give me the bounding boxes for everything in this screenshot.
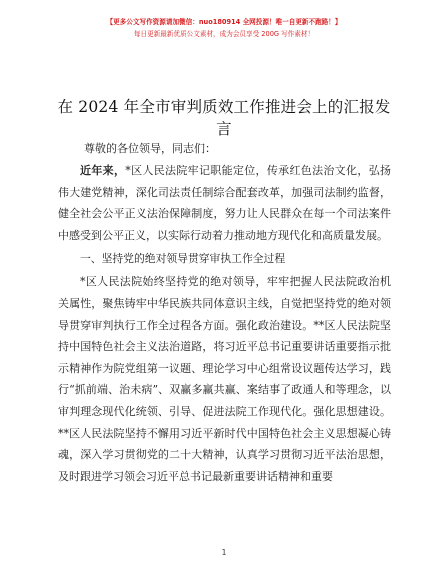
page-number: 1 [221,548,227,557]
intro-text: *区人民法院牢记职能定位，传承红色法治文化，弘扬伟大建党精神，深化司法责任制综合配套改革，加强司法制约监督，健全社会公平正义法治保障制度，努力让人民群众在每一个司法案件中感受到公平正义，以实际行动着力推动地方现代化和高质量发展。 [58,164,392,242]
document-title: 在 2024 年全市审判质效工作推进会上的汇报发言 [57,98,391,138]
promo-line-2: 每日更新最新优质公文素材，成为会员享受 200G 写作素材！ [133,30,315,38]
document-body [58,160,391,487]
section-1-paragraph: *区人民法院始终坚持党的绝对领导，牢牢把握人民法院政治机关属性，聚焦铸牢中华民族共同体意识主线，自觉把坚持党的绝对领导贯穿审判执行工作全过程各方面。强化政治建设。**区人民法院坚持中国特色社会主义法治道路，将习近平总书记重要讲话重要指示批示精神作为院党组第一议题、理论学习中心组常设议题传达学习，践行“抓前端、治未病”、双赢多赢共赢、案结事了政通人和等理念，以审判理念现代化统领、引导、促进法院工作现代化。强化思想建设。**区人民法院坚持不懈用习近平新时代中国特色社会主义思想凝心铸魂，深入学习贯彻党的二十大精神，认真学习贯彻习近平法治思想，及时跟进学习领会习近平总书记最新重要讲话精神和重要 [58,275,391,483]
intro-lead: 近年来， [80,164,126,177]
intro-paragraph [58,160,391,246]
salutation: 尊敬的各位领导，同志们： [84,142,216,155]
promo-banner [0,16,448,40]
section-1-heading: 一、坚持党的绝对领导贯穿审执工作全过程 [80,252,286,266]
promo-line-1: 【更多公文写作资源请加微信：nuo180914 全网投源！唯一自更新不跑路！】 [106,18,342,26]
